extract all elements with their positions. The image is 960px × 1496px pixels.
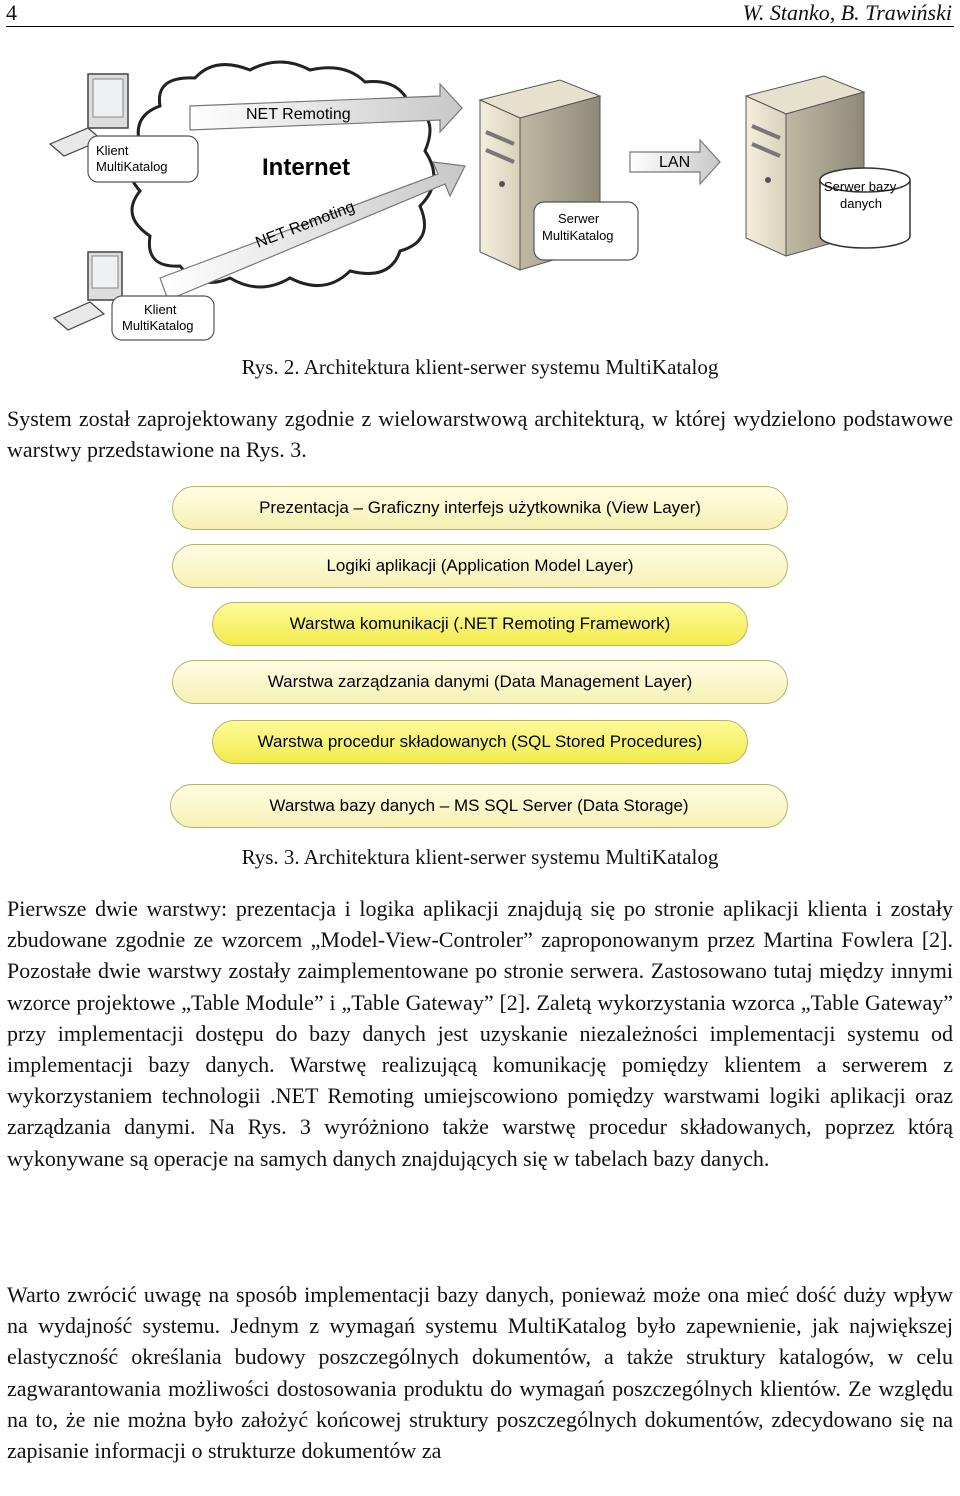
layer-communication: Warstwa komunikacji (.NET Remoting Framework): [212, 602, 748, 646]
figure1-caption: Rys. 2. Architektura klient-serwer systemu MultiKatalog: [241, 355, 719, 379]
client-top-label: Klient MultiKatalog: [96, 143, 168, 174]
layer-application: Logiki aplikacji (Application Model Layer): [172, 544, 788, 588]
layer-data-management: Warstwa zarządzania danymi (Data Management Layer): [172, 660, 788, 704]
remoting-bottom-label: NET Remoting: [253, 198, 358, 252]
lan-label: LAN: [659, 154, 691, 171]
layer-database: Warstwa bazy danych – MS SQL Server (Data Storage): [170, 784, 788, 828]
architecture-diagram: [40, 56, 940, 346]
db-label: Serwer bazy danych: [824, 179, 897, 211]
paragraph-database: Warto zwrócić uwagę na sposób implementacji bazy danych, ponieważ może ona mieć dość duży wpływ na wydajność systemu. Jednym z wymagań systemu MultiKatalog było zapewnienie, jak największej elastyczność określania budowy poszczególnych dokumentów, a także struktury katalogów, w celu zagwarantowania możliwości dostosowania produktu do wymagań poszczególnych klientów. Ze względu na to, że nie można było założyć końcowej struktury poszczególnych dokumentów, zdecydowano się na zapisanie informacji o strukturze dokumentów za: [7, 1282, 953, 1464]
internet-label: Internet: [262, 154, 351, 181]
layer-stored-procedures: Warstwa procedur składowanych (SQL Stored Procedures): [212, 720, 748, 764]
remoting-top-label: NET Remoting: [246, 106, 351, 123]
running-head-authors: W. Stanko, B. Trawiński: [742, 0, 952, 25]
page-header: [6, 0, 954, 27]
figure2-caption: Rys. 3. Architektura klient-serwer systemu MultiKatalog: [241, 845, 719, 869]
client-bottom-label: Klient MultiKatalog: [122, 302, 194, 333]
layer-presentation: Prezentacja – Graficzny interfejs użytkownika (View Layer): [172, 486, 788, 530]
page-number: 4: [6, 0, 17, 25]
paragraph-intro: System został zaprojektowany zgodnie z wielowarstwową architekturą, w której wydzielono podstawowe warstwy przedstawione na Rys. 3.: [7, 406, 953, 463]
layers-diagram: [168, 480, 792, 836]
paragraph-layers: Pierwsze dwie warstwy: prezentacja i logika aplikacji znajdują się po stronie aplikacji klienta i zostały zbudowane zgodnie ze wzorcem „Model-View-Controler” zaproponowanym przez Martina Fowlera [2]. Pozostałe dwie warstwy zostały zaimplementowane po stronie serwera. Zastosowano tutaj między innymi wzorce projektowe „Table Module” i „Table Gateway” [2]. Zaletą wykorzystania wzorca „Table Gateway” przy implementacji dostępu do bazy danych jest uzyskanie niezależności implementacji systemu od implementacji bazy danych. Warstwę realizującą komunikację pomiędzy klientem a serwerem z wykorzystaniem technologii .NET Remoting umiejscowiono pomiędzy warstwami logiki aplikacji oraz zarządzania danymi. Na Rys. 3 wyróżniono także warstwę procedur składowanych, poprzez którą wykonywane są operacje na samych danych znajdujących się w tabelach bazy danych.: [7, 896, 953, 1171]
server-label: Serwer MultiKatalog: [542, 211, 614, 243]
